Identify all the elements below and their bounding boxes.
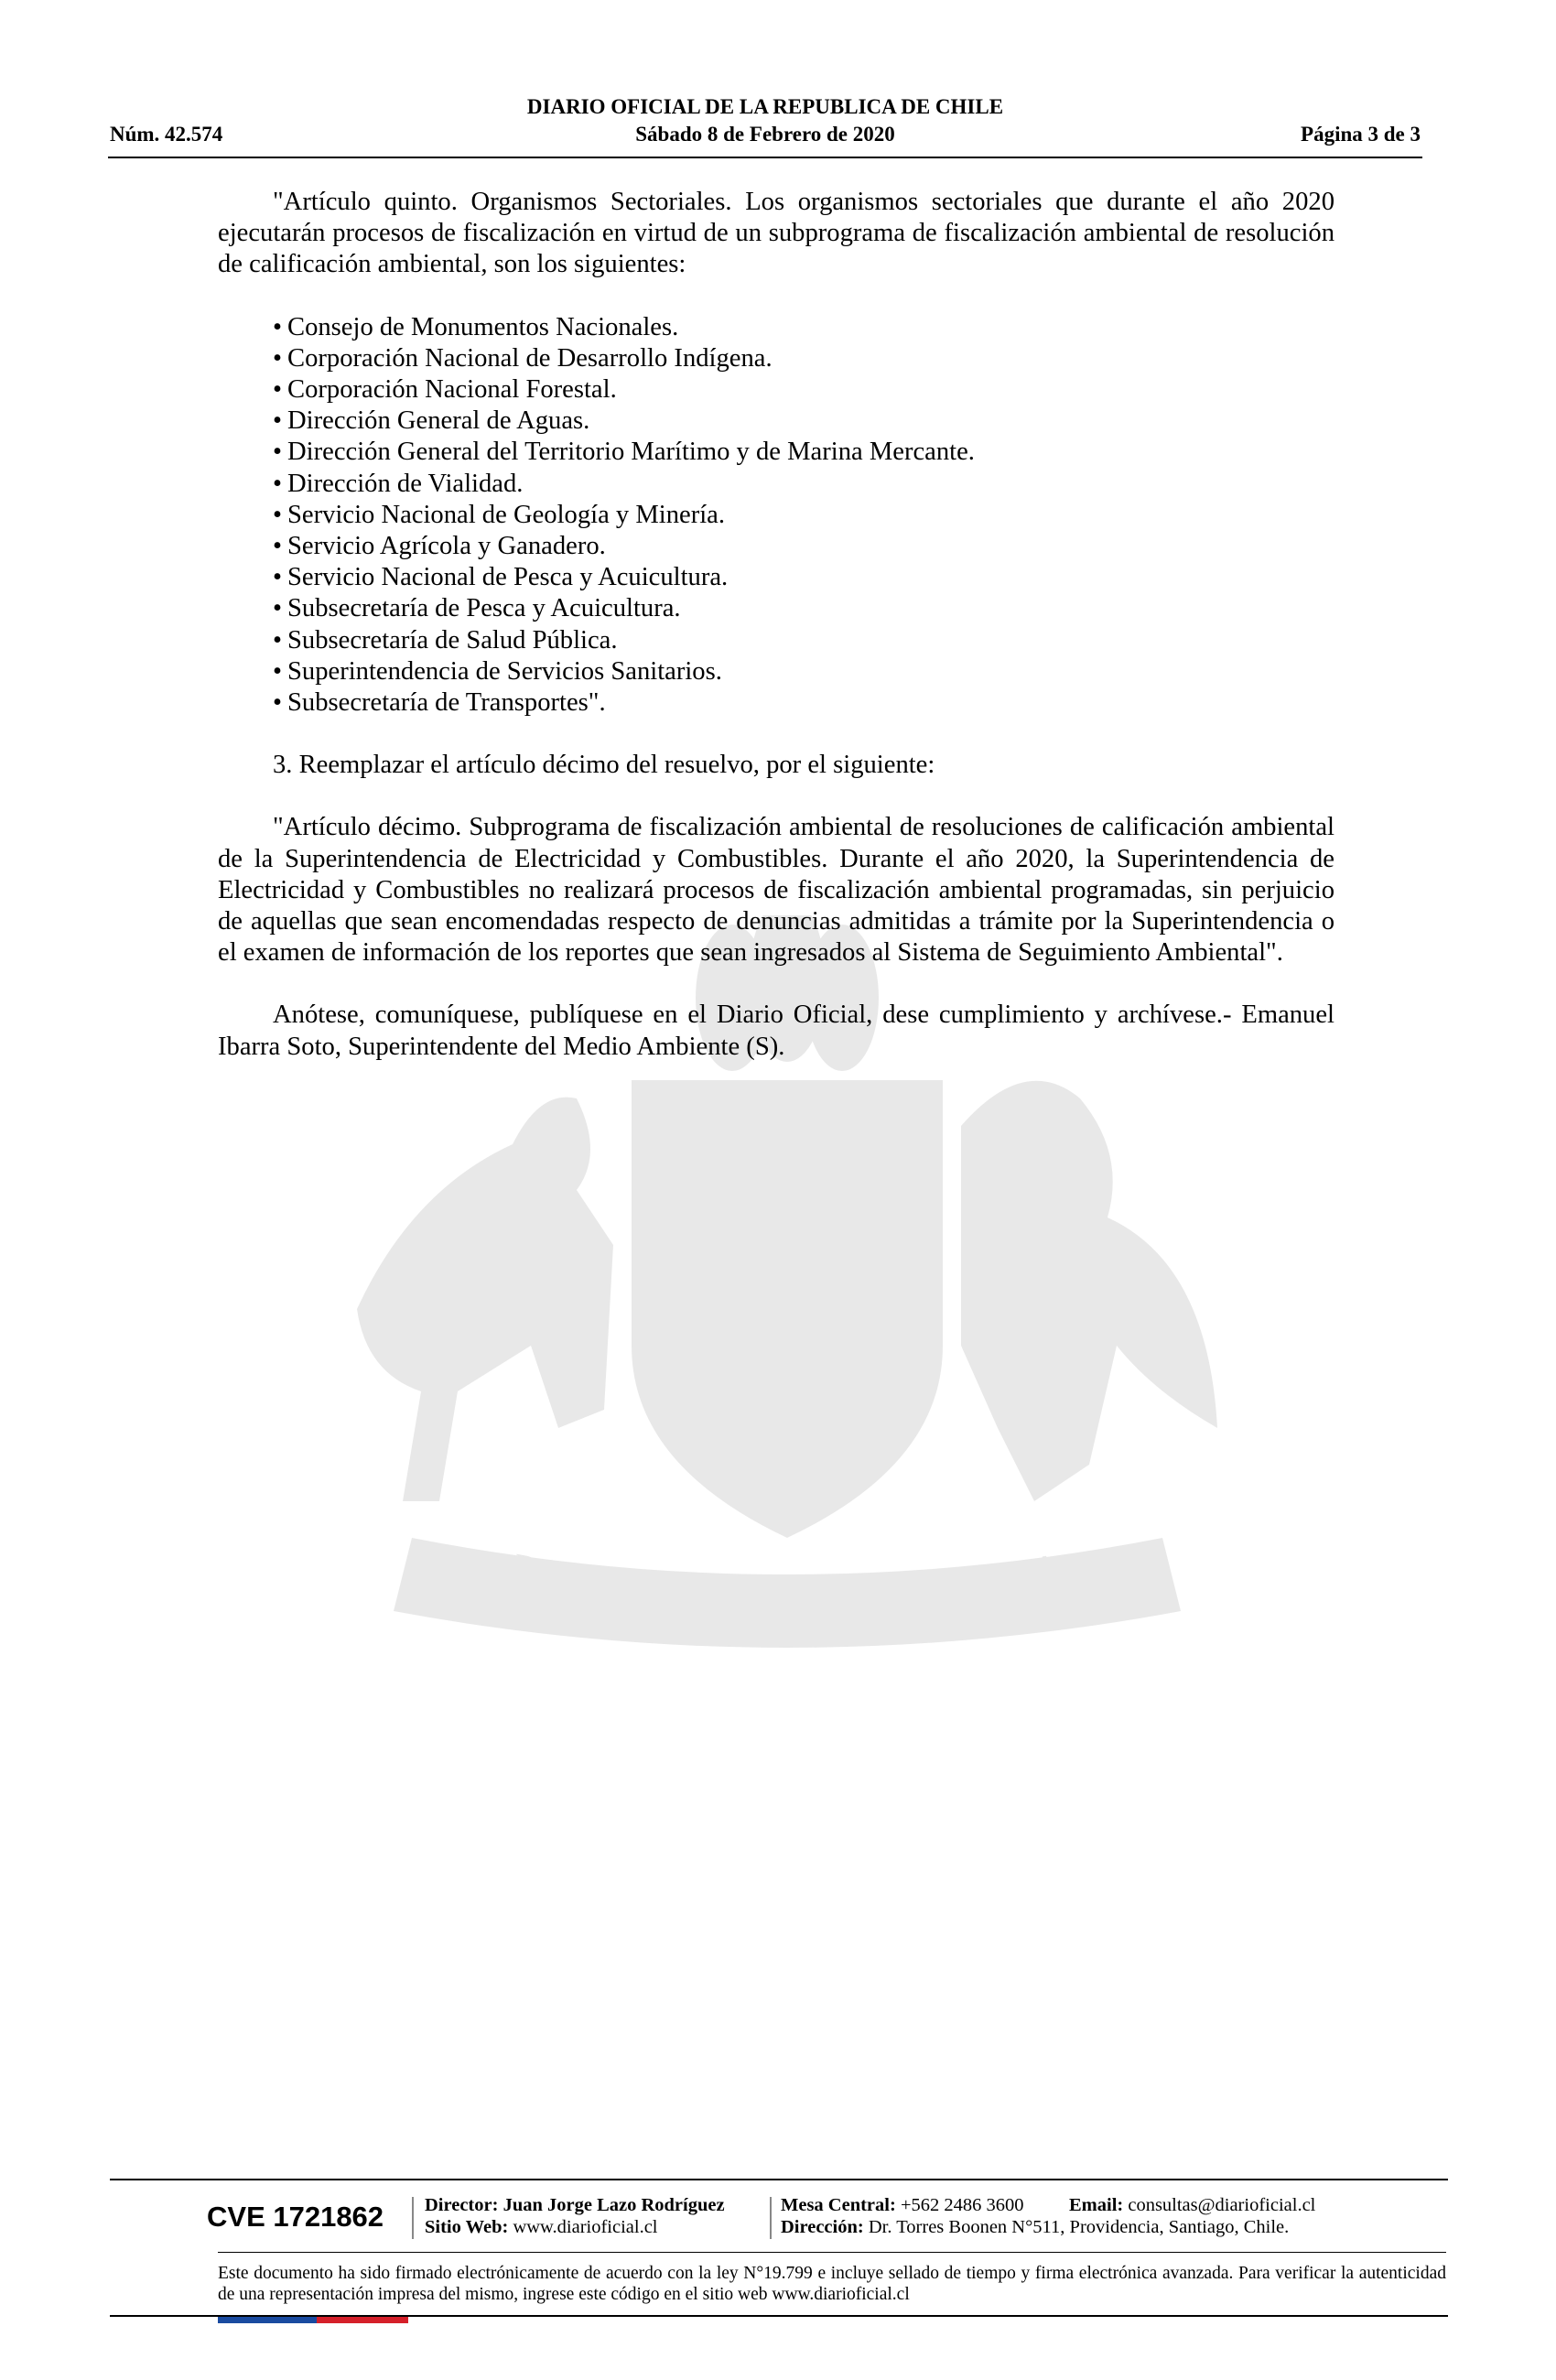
list-item: • Corporación Nacional Forestal. <box>273 374 1334 406</box>
cve-code: CVE 1721862 <box>207 2201 384 2233</box>
legal-notice: Este documento ha sido firmado electrónicamente de acuerdo con la ley N°19.799 e incluye sellado de tiempo y firma electrónica avanzada. Para verificar la autenticidad de una representación impresa del mismo, ingrese este código en el sitio web www.diarioficial.cl <box>218 2264 1446 2304</box>
issue-number: Núm. 42.574 <box>110 123 223 146</box>
footer-divider-top <box>110 2179 1448 2180</box>
issue-date: Sábado 8 de Febrero de 2020 <box>635 123 895 146</box>
huemul-shape <box>357 1098 613 1501</box>
footer-divider-mid <box>218 2252 1446 2253</box>
watermark-motto: POR LA RAZON O LA FUERZA <box>509 1544 1065 1617</box>
condor-shape <box>961 1081 1217 1501</box>
footer-separator <box>412 2197 414 2239</box>
newspaper-title: DIARIO OFICIAL DE LA REPUBLICA DE CHILE <box>526 95 1004 118</box>
article-5-intro: "Artículo quinto. Organismos Sectoriales. Los organismos sectoriales que durante el año 2020 ejecutarán procesos de fiscalización en virtud de un subprograma de fiscalización ambiental de resolución de calificación ambiental, son los siguientes: <box>218 188 1334 279</box>
list-item: • Servicio Nacional de Geología y Minería. <box>273 500 1334 531</box>
footer-website <box>425 2217 658 2238</box>
phone-number: +562 2486 3600 <box>900 2195 1024 2215</box>
shield-shape <box>632 1080 943 1538</box>
email-link[interactable]: consultas@diarioficial.cl <box>1128 2195 1316 2215</box>
list-item: • Subsecretaría de Pesca y Acuicultura. <box>273 593 1334 624</box>
flag-stripe-blue <box>218 2317 317 2323</box>
page-footer <box>110 2179 1448 2325</box>
article-10-paragraph: "Artículo décimo. Subprograma de fiscalización ambiental de resoluciones de calificación ambiental de la Superintendencia de Electricidad y Combustibles. Durante el año 2020, la Superintendencia de Electricidad y Combustibles no realizará procesos de fiscalización ambiental programadas, sin perjuicio de aquellas que sean encomendadas respecto de denuncias admitidas a trámite por la Superintendencia o el examen de información de los reportes que sean ingresados al Sistema de Seguimiento Ambiental". <box>218 813 1334 968</box>
list-item: • Corporación Nacional de Desarrollo Indígena. <box>273 343 1334 374</box>
footer-separator <box>770 2197 772 2239</box>
list-item: • Superintendencia de Servicios Sanitarios. <box>273 656 1334 687</box>
address-text: Dr. Torres Boonen N°511, Providencia, Santiago, Chile. <box>868 2217 1290 2237</box>
email-label: Email: <box>1069 2195 1124 2215</box>
footer-phone <box>781 2195 1024 2216</box>
page-header <box>110 92 1421 157</box>
footer-director <box>425 2195 725 2216</box>
list-item: • Dirección General de Aguas. <box>273 406 1334 437</box>
organisms-list <box>218 312 1334 719</box>
list-item: • Subsecretaría de Transportes". <box>273 687 1334 719</box>
director-label: Director: <box>425 2195 499 2215</box>
director-name: Juan Jorge Lazo Rodríguez <box>502 2195 725 2215</box>
flag-stripe-red <box>317 2317 408 2323</box>
website-link[interactable]: www.diarioficial.cl <box>513 2217 658 2237</box>
list-item: • Dirección General del Territorio Marítimo y de Marina Mercante. <box>273 437 1334 468</box>
list-item: • Subsecretaría de Salud Pública. <box>273 625 1334 656</box>
website-label: Sitio Web: <box>425 2217 509 2237</box>
phone-label: Mesa Central: <box>781 2195 896 2215</box>
document-body <box>218 187 1334 1063</box>
footer-email <box>1069 2195 1315 2216</box>
header-divider <box>108 157 1422 158</box>
address-label: Dirección: <box>781 2217 864 2237</box>
closing-paragraph: Anótese, comuníquese, publíquese en el Diario Oficial, dese cumplimiento y archívese.- Emanuel Ibarra Soto, Superintendente del Medio Ambiente (S). <box>218 1001 1334 1061</box>
page-number: Página 3 de 3 <box>1301 123 1421 146</box>
item-3-paragraph: 3. Reemplazar el artículo décimo del resuelvo, por el siguiente: <box>273 751 935 780</box>
list-item: • Consejo de Monumentos Nacionales. <box>273 312 1334 343</box>
footer-address <box>781 2217 1289 2238</box>
list-item: • Servicio Nacional de Pesca y Acuicultura. <box>273 562 1334 593</box>
list-item: • Dirección de Vialidad. <box>273 469 1334 500</box>
list-item: • Servicio Agrícola y Ganadero. <box>273 531 1334 562</box>
